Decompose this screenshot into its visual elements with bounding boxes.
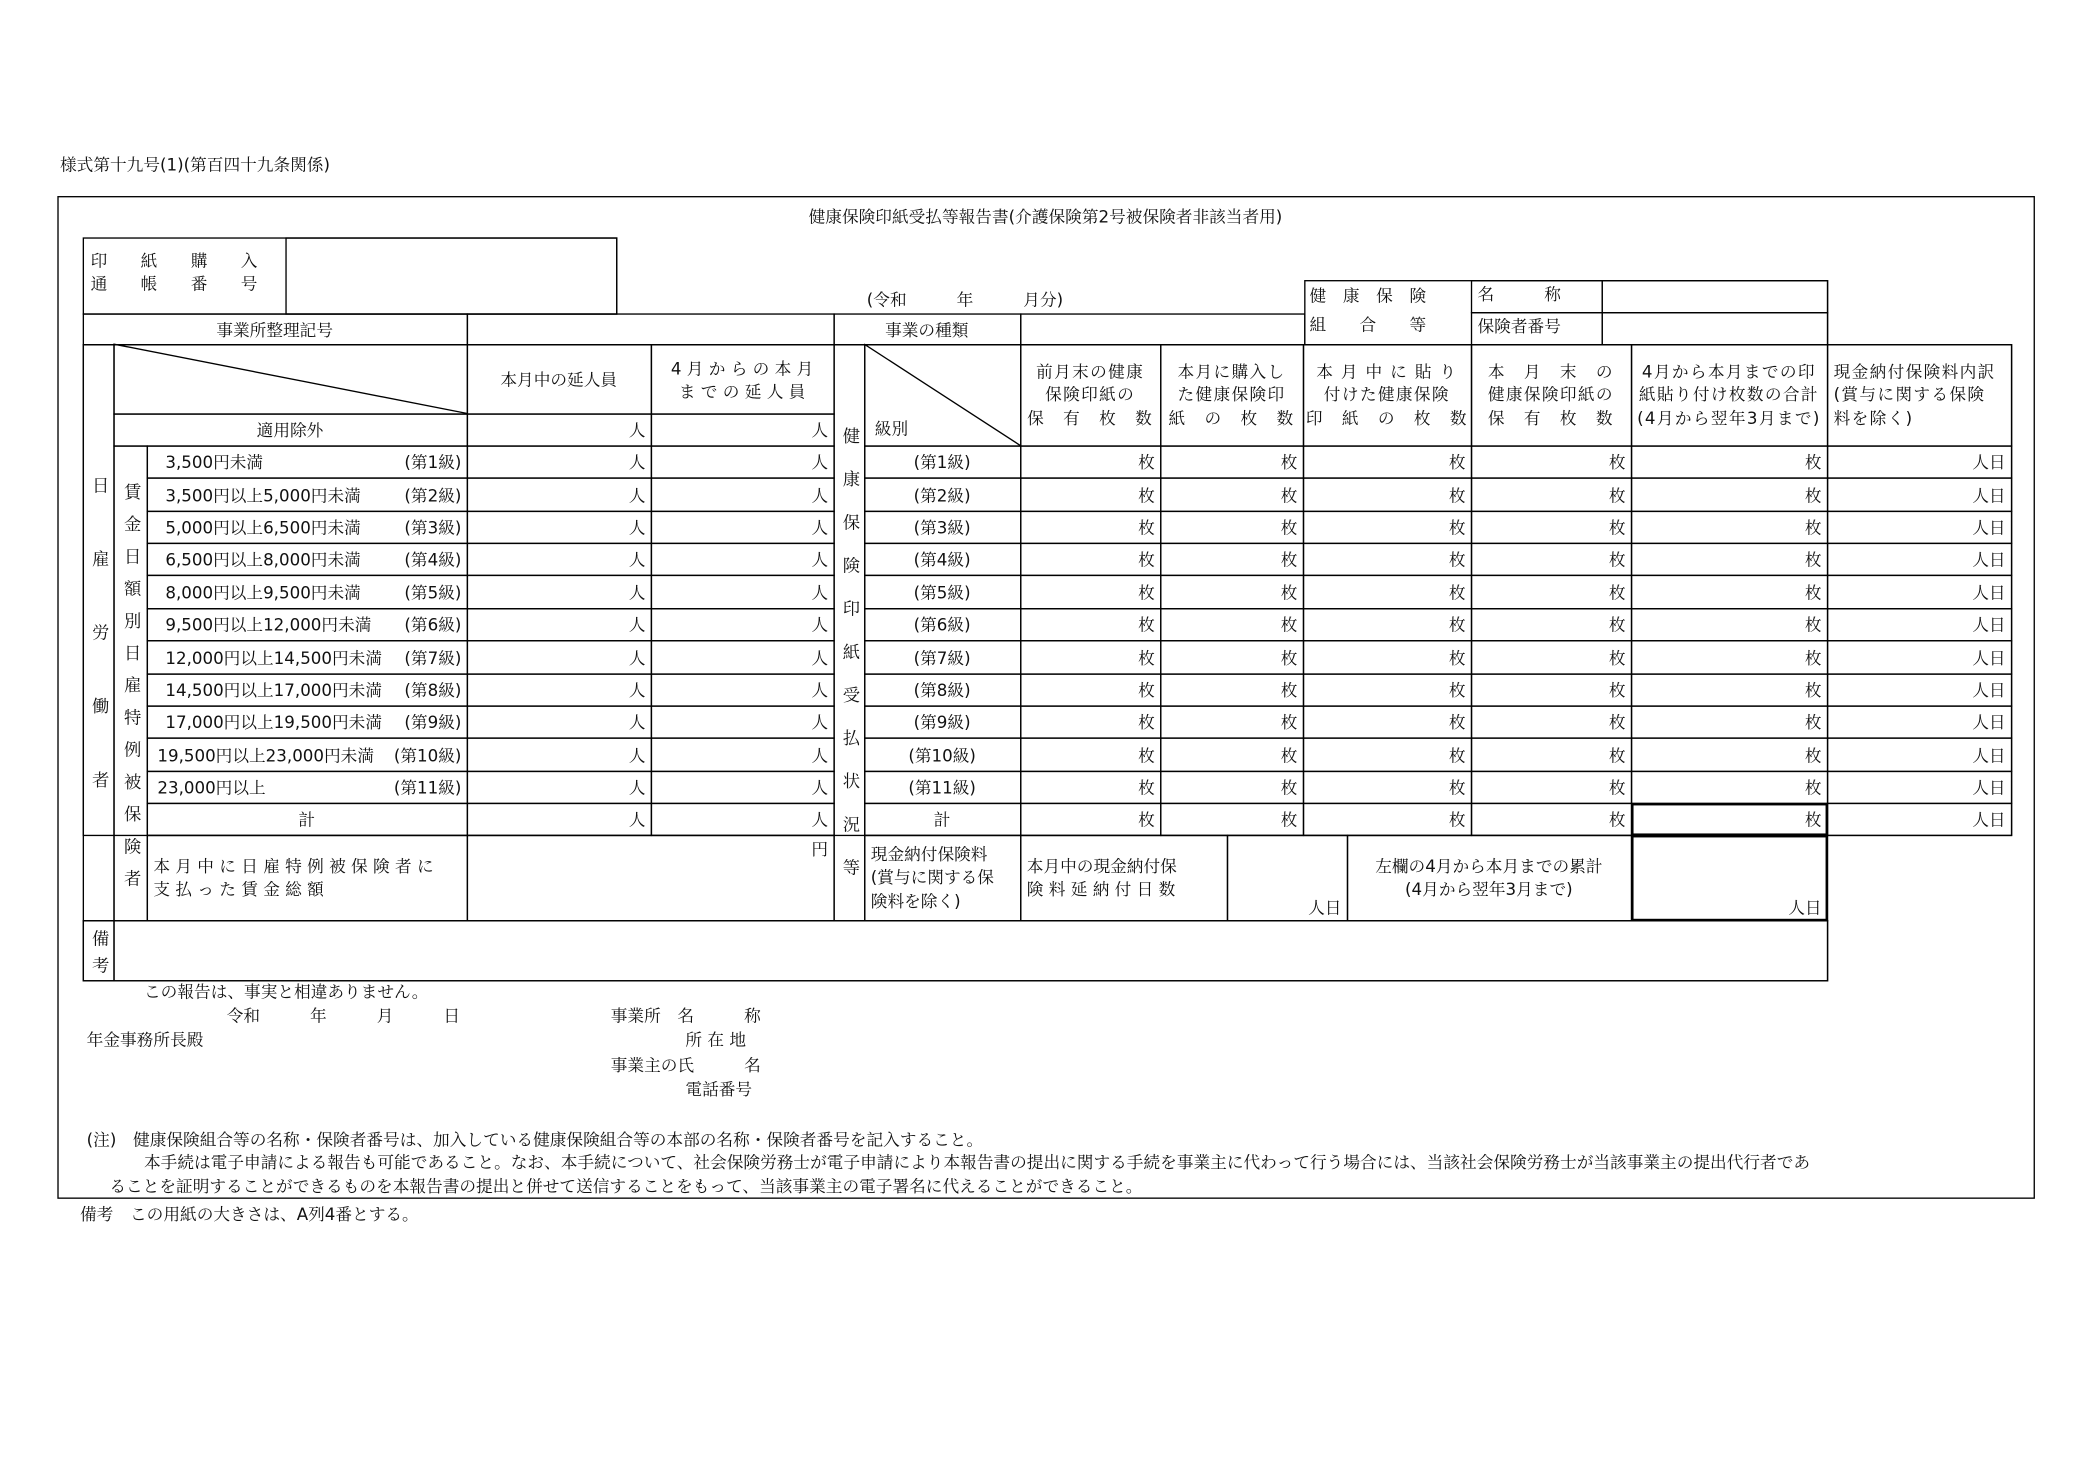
unit-person: 人: [628, 744, 646, 765]
unit-sheet: 枚: [1804, 647, 1822, 668]
right-column-header-line: 健康保険印紙の: [1487, 384, 1614, 405]
office-code-label: 事業所整理記号: [216, 319, 334, 340]
office-name-label: 事業所 名 称: [610, 1005, 761, 1026]
unit-sheet: 枚: [1448, 614, 1466, 635]
insurer-label: 組 合 等: [1309, 314, 1427, 335]
unit-person-day: 人日: [1972, 452, 2006, 473]
unit-person: 人: [811, 452, 829, 473]
unit-person-day: 人日: [1972, 777, 2006, 798]
stamp-grade-label: (第11級): [908, 777, 976, 798]
unit-sheet: 枚: [1608, 712, 1626, 733]
unit-sheet: 枚: [1138, 582, 1155, 603]
form-number: 様式第十九号(1)(第百四十九条関係): [60, 154, 330, 175]
wage-range-label: 23,000円以上: [157, 777, 266, 798]
wage-grade-label: (第3級): [404, 517, 462, 538]
unit-sheet: 枚: [1804, 484, 1822, 505]
unit-sheet: 枚: [1608, 517, 1626, 538]
unit-sheet: 枚: [1138, 777, 1155, 798]
unit-person: 人: [628, 549, 646, 570]
business-type-label: 事業の種類: [885, 319, 969, 340]
right-column-header-line: 本 月 中 に 貼 り: [1316, 361, 1458, 382]
unit-sheet: 枚: [1138, 452, 1155, 473]
unit-sheet: 枚: [1138, 647, 1155, 668]
unit-sheet: 枚: [1804, 680, 1822, 701]
unit-person-day: 人日: [1972, 680, 2006, 701]
unit-person-day: 人日: [1308, 897, 1342, 918]
right-column-header-line: (賞与に関する保険: [1833, 384, 1986, 405]
right-column-header-line: た健康保険印: [1177, 384, 1286, 405]
cash-payment-label-line: 現金納付保険料: [870, 843, 988, 864]
insurer-number-label: 保険者番号: [1477, 316, 1561, 337]
grade-header-label: 級別: [874, 418, 909, 439]
unit-sheet: 枚: [1608, 614, 1626, 635]
unit-sheet: 枚: [1448, 777, 1466, 798]
footer-note: 備考 この用紙の大きさは、A列4番とする。: [80, 1204, 419, 1225]
office-owner-label: 事業主の氏 名: [610, 1054, 761, 1075]
unit-sheet: 枚: [1804, 582, 1822, 603]
stamp-grade-label: (第8級): [913, 680, 971, 701]
wage-range-label: 6,500円以上8,000円未満: [165, 549, 361, 570]
remarks-label: 備考: [88, 928, 109, 983]
wage-grade-label: (第5級): [404, 582, 462, 603]
form-title: 健康保険印紙受払等報告書(介護保険第2号被保険者非該当者用): [808, 206, 1283, 227]
day-laborer-label: 日雇労働者: [88, 476, 109, 845]
stamp-book-label: 印 紙 購 入: [90, 250, 258, 271]
stamp-grade-label: (第9級): [913, 712, 971, 733]
unit-sheet: 枚: [1804, 744, 1822, 765]
unit-person: 人: [811, 777, 829, 798]
unit-person: 人: [628, 809, 646, 830]
unit-sheet: 枚: [1608, 744, 1626, 765]
wage-grade-label: (第9級): [404, 712, 462, 733]
unit-sheet: 枚: [1608, 777, 1626, 798]
stamp-grade-label: (第10級): [908, 744, 976, 765]
unit-person-day: 人日: [1972, 549, 2006, 570]
unit-person: 人: [811, 517, 829, 538]
cash-payment-label-line: (賞与に関する保: [870, 867, 994, 888]
unit-person: 人: [811, 420, 829, 441]
stamp-grade-label: (第4級): [913, 549, 971, 570]
right-column-header-line: 保険印紙の: [1045, 384, 1136, 405]
note-line: 本手続は電子申請による報告も可能であること。なお、本手続について、社会保険労務士が電子申請により本報告書の提出に関する手続を事業主に代わって行う場合には、当該社会保険労務士が当該事業主の提出代行者であ: [144, 1152, 1811, 1173]
unit-sheet: 枚: [1280, 517, 1298, 538]
unit-person: 人: [811, 484, 829, 505]
wage-grade-label: (第6級): [404, 614, 462, 635]
unit-sheet: 枚: [1138, 484, 1155, 505]
right-column-header-line: 4月から本月までの印: [1641, 361, 1816, 382]
right-column-header-line: 印 紙 の 枚 数: [1305, 407, 1468, 428]
unit-sheet: 枚: [1804, 549, 1822, 570]
unit-person: 人: [811, 582, 829, 603]
unit-person: 人: [811, 647, 829, 668]
right-column-header-line: 前月末の健康: [1036, 361, 1145, 382]
unit-person: 人: [811, 809, 829, 830]
stamp-total-label: 計: [933, 809, 951, 830]
unit-sheet: 枚: [1138, 744, 1155, 765]
unit-sheet: 枚: [1280, 549, 1298, 570]
unit-person-day: 人日: [1972, 517, 2006, 538]
unit-person: 人: [628, 680, 646, 701]
wage-range-label: 19,500円以上23,000円未満: [157, 744, 375, 765]
wage-range-label: 3,500円未満: [165, 452, 264, 473]
unit-person: 人: [628, 420, 646, 441]
unit-sheet: 枚: [1448, 647, 1466, 668]
unit-sheet: 枚: [1804, 452, 1822, 473]
unit-sheet: 枚: [1608, 647, 1626, 668]
cash-days-label-line: 本月中の現金納付保: [1026, 855, 1177, 876]
unit-sheet: 枚: [1608, 484, 1626, 505]
unit-sheet: 枚: [1804, 777, 1822, 798]
wage-range-label: 12,000円以上14,500円未満: [165, 647, 383, 668]
unit-sheet: 枚: [1280, 582, 1298, 603]
unit-person: 人: [628, 582, 646, 603]
right-column-header-line: 本月に購入し: [1177, 361, 1286, 382]
header-line: ま で の 延 人 員: [678, 381, 806, 402]
note-line: ることを証明することができるものを本報告書の提出と併せて送信することをもって、当該事業主の電子署名に代えることができること。: [109, 1176, 1143, 1197]
unit-sheet: 枚: [1448, 712, 1466, 733]
wage-range-label: 5,000円以上6,500円未満: [165, 517, 361, 538]
wage-grade-label: (第2級): [404, 484, 462, 505]
insurer-label: 健 康 保 険: [1309, 285, 1427, 306]
wage-grade-label: (第11級): [393, 777, 462, 798]
declaration-date: 令和 年 月 日: [226, 1005, 461, 1026]
wage-grade-label: (第10級): [393, 744, 462, 765]
unit-sheet: 枚: [1280, 680, 1298, 701]
unit-person: 人: [811, 614, 829, 635]
unit-sheet: 枚: [1448, 484, 1466, 505]
unit-sheet: 枚: [1280, 647, 1298, 668]
unit-sheet: 枚: [1448, 549, 1466, 570]
unit-yen: 円: [811, 838, 829, 859]
unit-person-day: 人日: [1972, 484, 2006, 505]
unit-sheet: 枚: [1448, 744, 1466, 765]
unit-sheet: 枚: [1280, 614, 1298, 635]
unit-person: 人: [628, 484, 646, 505]
right-column-header-line: 付けた健康保険: [1323, 384, 1450, 405]
unit-sheet: 枚: [1138, 549, 1155, 570]
report-period: (令和 年 月分): [866, 289, 1064, 310]
col-month-persons-label: 本月中の延人員: [500, 369, 618, 390]
unit-person: 人: [811, 744, 829, 765]
unit-person-day: 人日: [1788, 897, 1822, 918]
stamp-grade-label: (第5級): [913, 582, 971, 603]
right-column-header-line: 本 月 末 の: [1487, 361, 1614, 382]
unit-sheet: 枚: [1138, 680, 1155, 701]
unit-sheet: 枚: [1448, 680, 1466, 701]
unit-sheet: 枚: [1280, 484, 1298, 505]
unit-sheet: 枚: [1608, 549, 1626, 570]
unit-sheet: 枚: [1804, 712, 1822, 733]
cash-payment-label-line: 険料を除く): [870, 890, 961, 911]
wages-paid-label-line: 支 払 っ た 賃 金 総 額: [153, 878, 324, 899]
right-column-header-line: 紙貼り付け枚数の合計: [1638, 384, 1819, 405]
unit-person-day: 人日: [1972, 582, 2006, 603]
cumulative-label-line: (4月から翌年3月まで): [1405, 878, 1573, 899]
office-phone-label: 電話番号: [685, 1078, 753, 1099]
wage-range-label: 17,000円以上19,500円未満: [165, 712, 383, 733]
wage-range-label: 14,500円以上17,000円未満: [165, 680, 383, 701]
stamp-grade-label: (第1級): [913, 452, 971, 473]
unit-person: 人: [811, 712, 829, 733]
unit-sheet: 枚: [1448, 452, 1466, 473]
cash-days-label-line: 険 料 延 納 付 日 数: [1026, 878, 1176, 899]
unit-sheet: 枚: [1138, 809, 1155, 830]
addressee: 年金事務所長殿: [86, 1029, 204, 1050]
unit-sheet: 枚: [1448, 517, 1466, 538]
unit-sheet: 枚: [1608, 452, 1626, 473]
right-column-header-line: 現金納付保険料内訳: [1833, 361, 1996, 382]
declaration-text: この報告は、事実と相違ありません。: [144, 981, 429, 1002]
header-line: 4 月 か ら の 本 月: [670, 358, 814, 379]
unit-sheet: 枚: [1280, 809, 1298, 830]
diagonal-line: [113, 344, 466, 413]
diagonal-line: [864, 344, 1020, 445]
right-column-header-line: 料を除く): [1833, 407, 1914, 428]
right-column-header-line: (4月から翌年3月まで): [1637, 407, 1821, 428]
unit-sheet: 枚: [1138, 517, 1155, 538]
unit-person-day: 人日: [1972, 614, 2006, 635]
stamp-grade-label: (第7級): [913, 647, 971, 668]
total-label: 計: [298, 809, 316, 830]
unit-sheet: 枚: [1280, 712, 1298, 733]
unit-person: 人: [628, 647, 646, 668]
unit-sheet: 枚: [1280, 744, 1298, 765]
unit-sheet: 枚: [1448, 582, 1466, 603]
wage-grade-label: (第4級): [404, 549, 462, 570]
wage-range-label: 8,000円以上9,500円未満: [165, 582, 361, 603]
unit-sheet: 枚: [1608, 809, 1626, 830]
insurer-name-label: 名 称: [1477, 284, 1561, 305]
wage-class-label: 賃金日額別日雇特例被保険者: [120, 482, 141, 901]
note-line: (注) 健康保険組合等の名称・保険者番号は、加入している健康保険組合等の本部の名称・保険者番号を記入すること。: [86, 1129, 984, 1150]
exempt-label: 適用除外: [256, 420, 324, 441]
wage-grade-label: (第1級): [404, 452, 462, 473]
right-column-header-line: 保 有 枚 数: [1027, 407, 1154, 428]
unit-sheet: 枚: [1448, 809, 1466, 830]
wage-range-label: 9,500円以上12,000円未満: [165, 614, 372, 635]
wages-paid-label-line: 本 月 中 に 日 雇 特 例 被 保 険 者 に: [153, 855, 434, 876]
stamp-book-label: 通 帳 番 号: [90, 273, 258, 294]
unit-person-day: 人日: [1972, 809, 2006, 830]
unit-person: 人: [811, 549, 829, 570]
unit-person-day: 人日: [1972, 647, 2006, 668]
stamp-grade-label: (第6級): [913, 614, 971, 635]
unit-sheet: 枚: [1608, 680, 1626, 701]
unit-person: 人: [628, 452, 646, 473]
stamp-status-label: 健康保険印紙受払状況等: [838, 426, 859, 902]
stamp-grade-label: (第2級): [913, 484, 971, 505]
unit-person: 人: [628, 777, 646, 798]
unit-sheet: 枚: [1280, 452, 1298, 473]
unit-person-day: 人日: [1972, 712, 2006, 733]
office-address-label: 所 在 地: [685, 1029, 747, 1050]
unit-sheet: 枚: [1804, 809, 1822, 830]
unit-sheet: 枚: [1138, 712, 1155, 733]
unit-person: 人: [811, 680, 829, 701]
wage-grade-label: (第8級): [404, 680, 462, 701]
unit-person: 人: [628, 517, 646, 538]
unit-sheet: 枚: [1608, 582, 1626, 603]
unit-sheet: 枚: [1804, 517, 1822, 538]
unit-person: 人: [628, 712, 646, 733]
cumulative-label-line: 左欄の4月から本月までの累計: [1375, 855, 1603, 876]
right-column-header-line: 保 有 枚 数: [1487, 407, 1614, 428]
wage-grade-label: (第7級): [404, 647, 462, 668]
unit-sheet: 枚: [1138, 614, 1155, 635]
unit-person: 人: [628, 614, 646, 635]
unit-person-day: 人日: [1972, 744, 2006, 765]
stamp-grade-label: (第3級): [913, 517, 971, 538]
right-column-header-line: 紙 の 枚 数: [1168, 407, 1295, 428]
unit-sheet: 枚: [1804, 614, 1822, 635]
unit-sheet: 枚: [1280, 777, 1298, 798]
wage-range-label: 3,500円以上5,000円未満: [165, 484, 361, 505]
